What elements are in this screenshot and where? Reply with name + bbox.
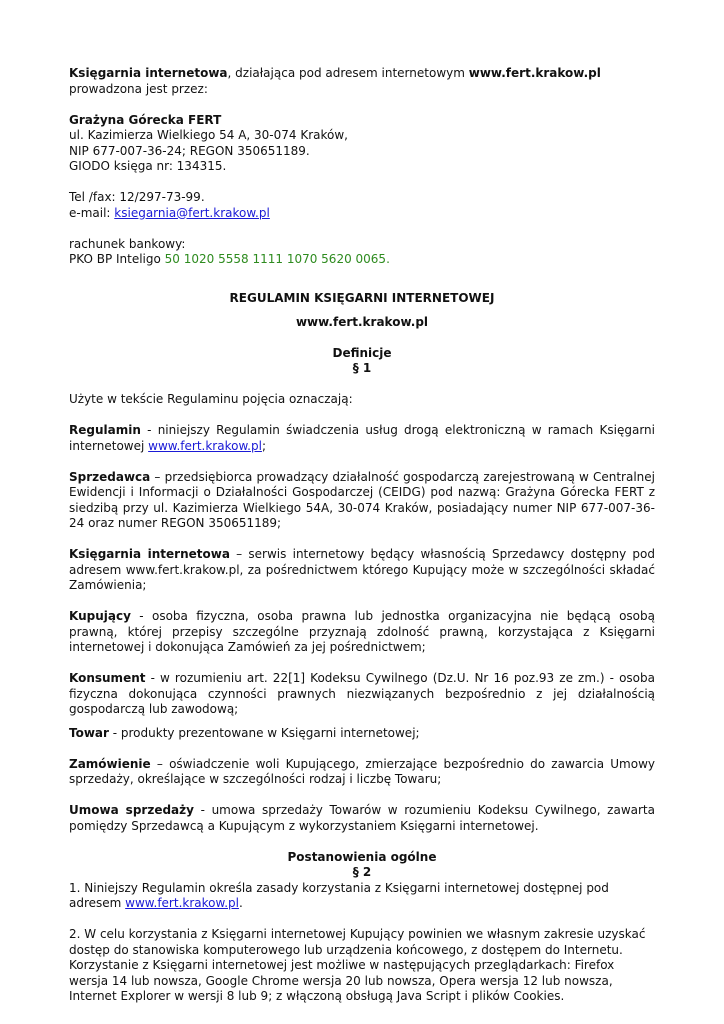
owner-nip: NIP 677-007-36-24; REGON 350651189. bbox=[69, 143, 310, 158]
owner-name: Grażyna Górecka FERT bbox=[69, 112, 222, 127]
definition-konsument: Konsument - w rozumieniu art. 22[1] Kodeksu Cywilnego (Dz.U. Nr 16 poz.93 ze zm.) - osoba fizyczna dokonująca czynności prawnych niezwiązanych bezpośrednio z jej działalnością gospodarczą lub zawodową; bbox=[69, 671, 655, 716]
store-name: Księgarnia internetowa bbox=[69, 66, 228, 80]
document-page bbox=[69, 66, 655, 1005]
section-2-paragraph-2: 2. W celu korzystania z Księgarni internetowej Kupujący powinien we własnym zakresie uzyskać dostęp do stanowiska komputerowego lub urządzenia końcowego, z dostępem do Internetu. Korzystanie z Księgarni internetowej jest możliwe w następujących przeglądarkach: Firefox wersja 14 lub nowsza, Google Chrome wersja 20 lub nowsza, Opera wersja 12 lub nowsza, Internet Explorer w wersji 8 lub 9; z włączoną obsługą Java Script i plików Cookies. bbox=[69, 927, 646, 1003]
document-title: REGULAMIN KSIĘGARNI INTERNETOWEJ bbox=[229, 291, 495, 305]
section-1-title: Definicje bbox=[332, 345, 392, 360]
bank-account-number: 50 1020 5558 1111 1070 5620 0065. bbox=[164, 252, 390, 266]
definition-regulamin: Regulamin - niniejszy Regulamin świadczenia usług drogą elektroniczną w ramach Księgarni internetowej www.fert.krakow.pl; bbox=[69, 423, 655, 453]
bank-account-line: PKO BP Inteligo 50 1020 5558 1111 1070 5620 0065. bbox=[69, 252, 390, 266]
store-site-link[interactable]: www.fert.krakow.pl bbox=[125, 896, 239, 910]
contact-phone: Tel /fax: 12/297-73-99. bbox=[69, 190, 205, 204]
definition-zamowienie: Zamówienie – oświadczenie woli Kupującego, zmierzające bezpośrednio do zawarcia Umowy sprzedaży, określające w szczególności rodzaj i liczbę Towaru; bbox=[69, 756, 655, 786]
definitions-intro: Użyte w tekście Regulaminu pojęcia oznaczają: bbox=[69, 392, 353, 406]
definition-towar: Towar - produkty prezentowane w Księgarni internetowej; bbox=[69, 725, 420, 740]
contact-email: e-mail: ksiegarnia@fert.krakow.pl bbox=[69, 205, 270, 220]
section-2-title: Postanowienia ogólne bbox=[287, 849, 437, 864]
definition-ksiegarnia: Księgarnia internetowa – serwis internetowy będący własnością Sprzedawcy dostępny pod adresem www.fert.krakow.pl, za pośrednictwem którego Kupujący może w szczególności składać Zamówienia; bbox=[69, 547, 656, 592]
store-url: www.fert.krakow.pl bbox=[468, 66, 601, 80]
email-link[interactable]: ksiegarnia@fert.krakow.pl bbox=[114, 205, 270, 220]
definition-umowa: Umowa sprzedaży - umowa sprzedaży Towarów w rozumieniu Kodeksu Cywilnego, zawarta pomiędzy Sprzedawcą a Kupującym z wykorzystaniem Księgarni internetowej. bbox=[69, 803, 655, 833]
intro-paragraph: Księgarnia internetowa, działająca pod adresem internetowym www.fert.krakow.pl prowadzona jest przez: bbox=[69, 66, 601, 96]
document-site: www.fert.krakow.pl bbox=[295, 314, 429, 329]
definition-kupujacy: Kupujący - osoba fizyczna, osoba prawna lub jednostka organizacyjna nie będącą osobą prawną, której przepisy szczególne przyznają zdolność prawną, korzystająca z Księgarni internetowej i dokonująca Zamówień za jej pośrednictwem; bbox=[69, 609, 655, 654]
section-1-number: § 1 bbox=[352, 361, 372, 375]
section-2-paragraph-1: 1. Niniejszy Regulamin określa zasady korzystania z Księgarni internetowej dostępnej pod adresem www.fert.krakow.pl. bbox=[69, 880, 609, 910]
definition-sprzedawca: Sprzedawca – przedsiębiorca prowadzący działalność gospodarczą zarejestrowaną w Centralnej Ewidencji i Informacji o Działalności Gospodarczej (CEIDG) pod nazwą: Grażyna Górecka FERT z siedzibą przy ul. Kazimierza Wielkiego 54A, 30-074 Kraków, posiadający numer NIP 677-007-36-24 oraz numer REGON 350651189; bbox=[69, 469, 655, 530]
owner-giodo: GIODO księga nr: 134315. bbox=[69, 159, 227, 173]
regulamin-site-link[interactable]: www.fert.krakow.pl bbox=[148, 438, 262, 453]
section-2-number: § 2 bbox=[352, 865, 372, 879]
bank-label: rachunek bankowy: bbox=[69, 236, 186, 251]
owner-address: ul. Kazimierza Wielkiego 54 A, 30-074 Kraków, bbox=[69, 128, 348, 142]
